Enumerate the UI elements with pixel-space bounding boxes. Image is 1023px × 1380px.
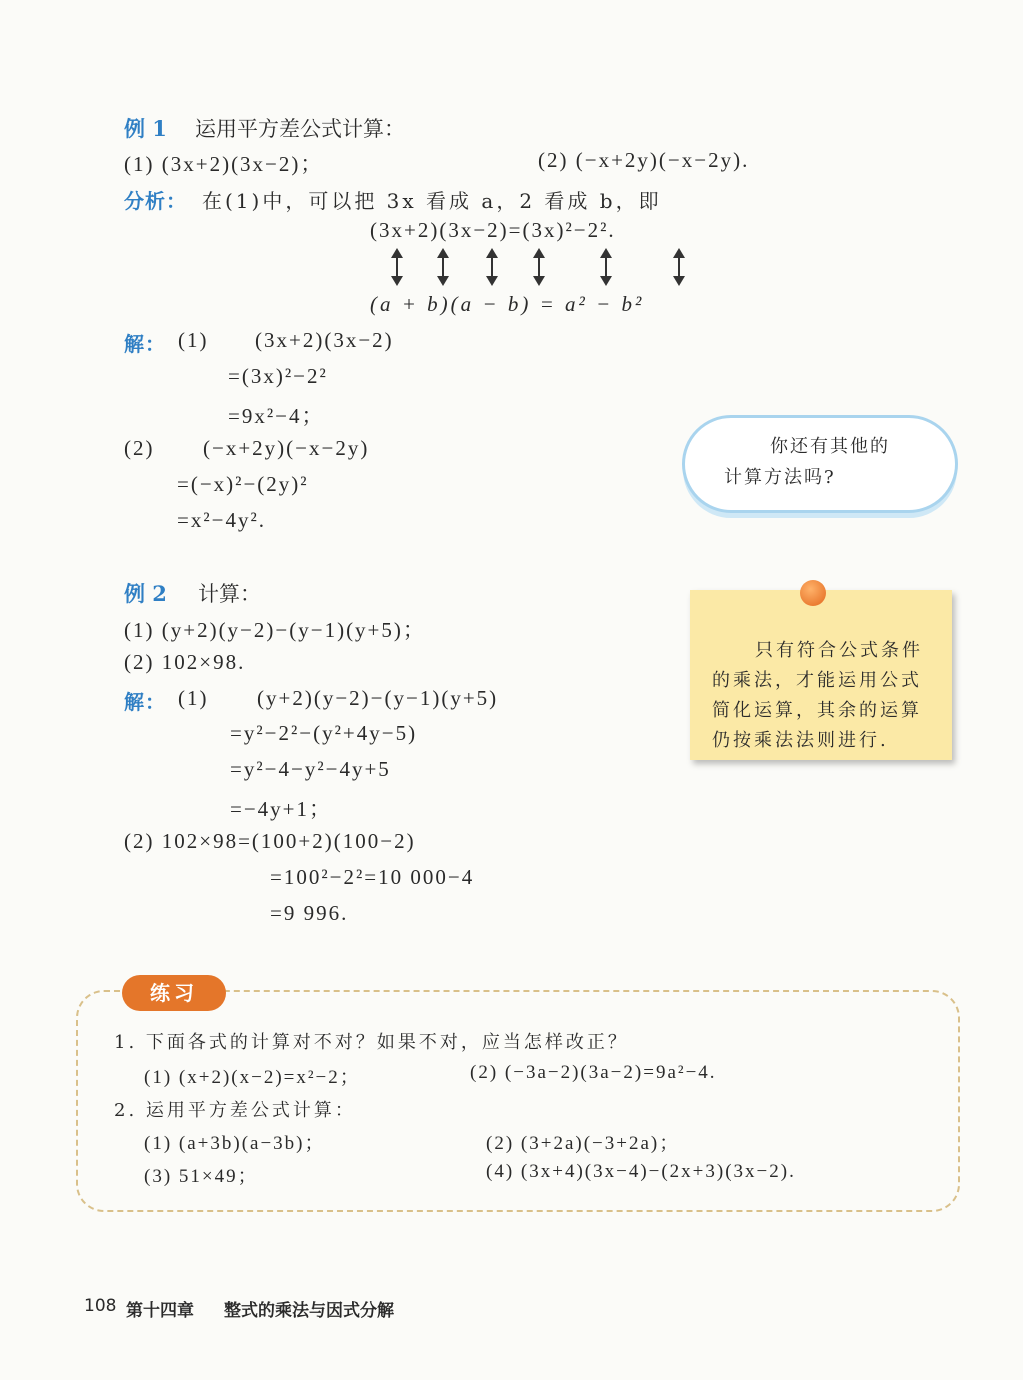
example2-question-1: (1) (y+2)(y−2)−(y−1)(y+5)； xyxy=(124,618,426,642)
practice-item-1: 1. 下面各式的计算对不对？如果不对，应当怎样改正？ xyxy=(114,1032,629,1053)
pushpin-icon xyxy=(800,580,826,606)
cloud-text-line: 你还有其他的 xyxy=(770,436,890,457)
formula-top: (3x+2)(3x−2)=(3x)²−2². xyxy=(370,218,616,242)
note-line: 仍按乘法法则进行. xyxy=(712,730,889,751)
example2-solution-1-line: =−4y+1； xyxy=(230,797,333,821)
correspondence-arrow xyxy=(605,250,607,284)
example1-solution-label: 解： xyxy=(124,332,166,356)
example2-solution-2-line: =9 996. xyxy=(270,901,349,925)
example2-solution-1-line: (y+2)(y−2)−(y−1)(y+5) xyxy=(257,686,499,710)
practice-item-1b: (2) (−3a−2)(3a−2)=9a²−4. xyxy=(470,1062,717,1083)
example1-solution-2-number: (2) xyxy=(124,436,155,460)
note-line: 简化运算，其余的运算 xyxy=(712,700,922,721)
analysis-label: 分析： xyxy=(124,189,187,213)
example1-solution-1-number: (1) xyxy=(178,328,209,352)
example1-question-1: (1) (3x+2)(3x−2)； xyxy=(124,152,324,176)
practice-item-2a: (1) (a+3b)(a−3b)； xyxy=(144,1133,326,1154)
correspondence-arrow xyxy=(538,250,540,284)
example1-solution-1-line: =(3x)²−2² xyxy=(228,364,328,388)
example2-solution-label: 解： xyxy=(124,690,166,714)
cloud-text-line: 计算方法吗? xyxy=(724,467,836,488)
example2-solution-1-number: (1) xyxy=(178,686,209,710)
example1-solution-2-line: =(−x)²−(2y)² xyxy=(177,472,309,496)
example2-question-2: (2) 102×98. xyxy=(124,650,246,674)
example1-solution-1-line: =9x²−4； xyxy=(228,404,325,428)
correspondence-arrow xyxy=(491,250,493,284)
chapter-title: 整式的乘法与因式分解 xyxy=(224,1301,394,1321)
correspondence-arrow xyxy=(442,250,444,284)
example2-title: 计算： xyxy=(198,582,261,606)
practice-item-1a: (1) (x+2)(x−2)=x²−2； xyxy=(144,1067,361,1088)
practice-item-2: 2. 运用平方差公式计算： xyxy=(114,1100,356,1121)
formula-bottom: (a + b)(a − b) = a² − b² xyxy=(370,292,645,316)
chapter-label: 第十四章 xyxy=(126,1301,194,1321)
example1-question-2: (2) (−x+2y)(−x−2y). xyxy=(538,148,750,172)
example1-title: 运用平方差公式计算： xyxy=(195,117,405,141)
note-line: 的乘法，才能运用公式 xyxy=(712,670,922,691)
example2-solution-2-line: (2) 102×98=(100+2)(100−2) xyxy=(124,829,416,853)
page-number: 108 xyxy=(84,1296,117,1316)
example2-solution-1-line: =y²−4−y²−4y+5 xyxy=(230,757,391,781)
example1-solution-1-line: (3x+2)(3x−2) xyxy=(255,328,394,352)
practice-item-2b: (2) (3+2a)(−3+2a)； xyxy=(486,1133,681,1154)
practice-tab: 练习 xyxy=(122,975,226,1011)
example2-solution-1-line: =y²−2²−(y²+4y−5) xyxy=(230,721,418,745)
example1-label: 例 1 xyxy=(124,116,167,141)
correspondence-arrow xyxy=(396,250,398,284)
example1-solution-2-line: =x²−4y². xyxy=(177,508,267,532)
example2-label: 例 2 xyxy=(124,581,167,606)
note-line: 只有符合公式条件 xyxy=(755,640,923,661)
practice-item-2d: (4) (3x+4)(3x−4)−(2x+3)(3x−2). xyxy=(486,1161,796,1182)
example1-solution-2-line: (−x+2y)(−x−2y) xyxy=(203,436,370,460)
example2-solution-2-line: =100²−2²=10 000−4 xyxy=(270,865,475,889)
correspondence-arrow xyxy=(678,250,680,284)
practice-item-2c: (3) 51×49； xyxy=(144,1166,259,1187)
analysis-text: 在(1)中，可以把 3x 看成 a，2 看成 b，即 xyxy=(202,189,662,213)
